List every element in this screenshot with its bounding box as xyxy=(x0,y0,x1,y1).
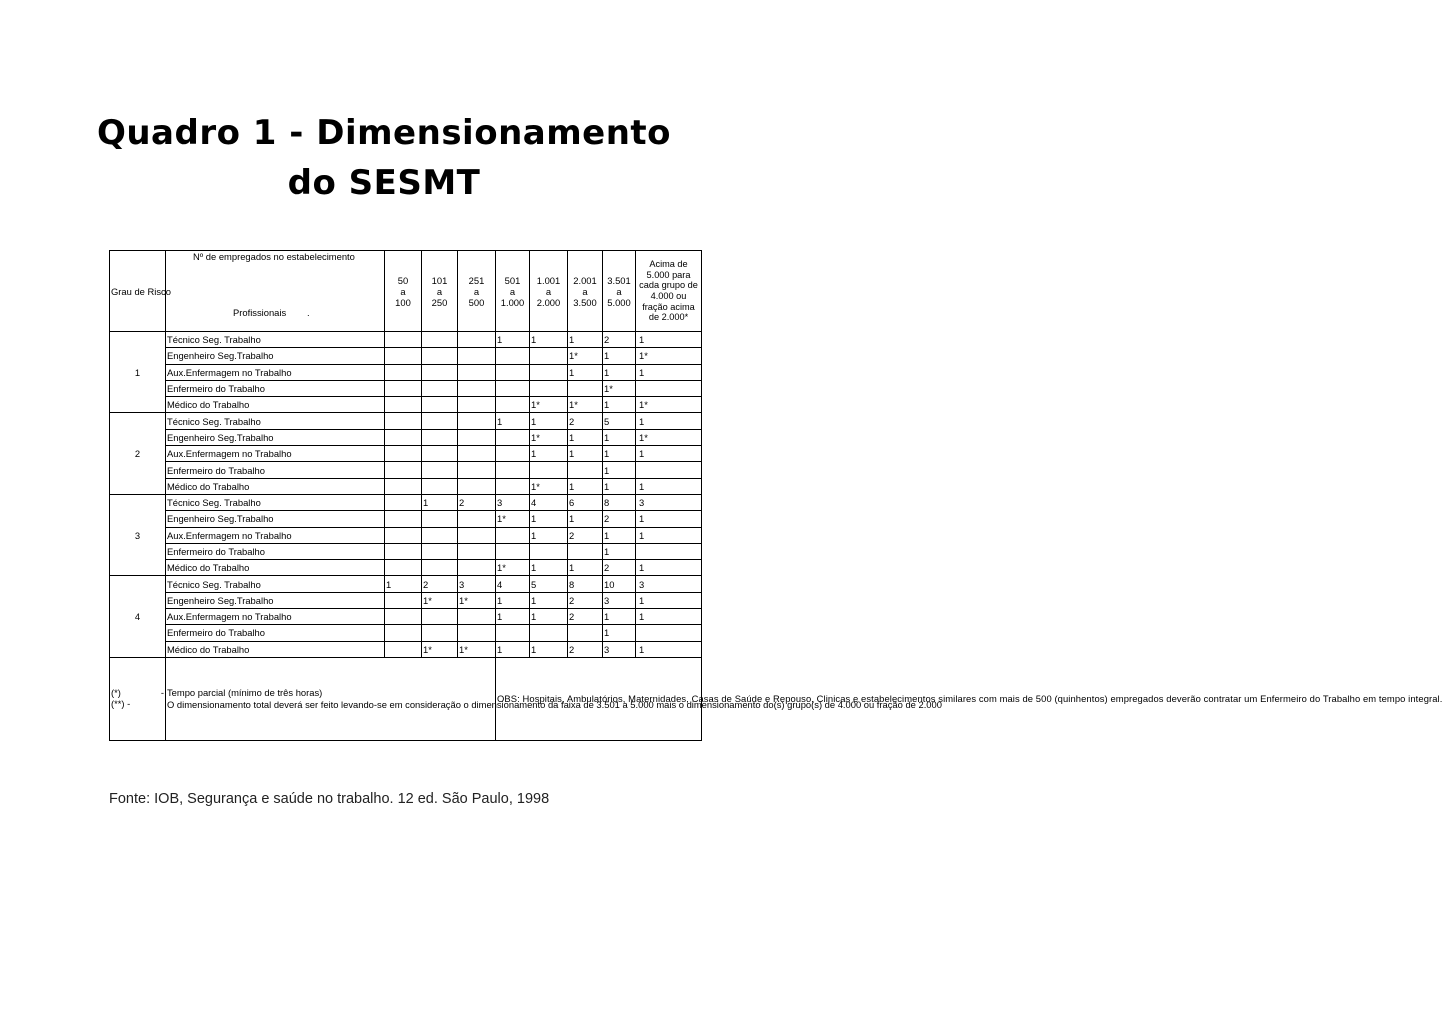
value-cell xyxy=(422,413,458,429)
value-cell xyxy=(385,462,422,478)
value-cell xyxy=(458,543,496,559)
value-cell xyxy=(385,348,422,364)
value-cell xyxy=(422,429,458,445)
value-cell xyxy=(458,348,496,364)
value-cell xyxy=(458,625,496,641)
value-cell xyxy=(568,462,603,478)
value-cell: 2 xyxy=(603,560,636,576)
value-cell: 1 xyxy=(530,609,568,625)
value-cell: 1 xyxy=(568,478,603,494)
value-cell xyxy=(458,413,496,429)
value-cell xyxy=(422,380,458,396)
profissional-cell: Enfermeiro do Trabalho xyxy=(166,462,385,478)
table-row xyxy=(110,348,702,364)
profissional-cell: Engenheiro Seg.Trabalho xyxy=(166,348,385,364)
value-cell xyxy=(568,625,603,641)
value-cell: 1* xyxy=(636,348,702,364)
value-cell: 1* xyxy=(458,592,496,608)
footnote-sym-1: (*) xyxy=(111,686,121,698)
employees-prof-header xyxy=(166,251,385,332)
value-cell xyxy=(530,462,568,478)
value-cell: 1 xyxy=(496,641,530,657)
value-cell xyxy=(458,478,496,494)
value-cell: 2 xyxy=(422,576,458,592)
value-cell xyxy=(496,527,530,543)
footnote-row xyxy=(110,657,702,740)
value-cell: 1 xyxy=(603,462,636,478)
profissional-cell: Médico do Trabalho xyxy=(166,397,385,413)
profissional-cell: Médico do Trabalho xyxy=(166,478,385,494)
value-cell xyxy=(385,478,422,494)
value-cell xyxy=(496,397,530,413)
value-cell: 1 xyxy=(530,560,568,576)
value-cell: 1 xyxy=(603,364,636,380)
value-cell xyxy=(422,332,458,348)
value-cell: 1 xyxy=(568,560,603,576)
professionals-header: Profissionais . xyxy=(233,307,310,318)
value-cell: 1 xyxy=(603,625,636,641)
page-title xyxy=(0,108,768,208)
value-cell: 1 xyxy=(568,511,603,527)
value-cell: 1 xyxy=(636,527,702,543)
profissional-cell: Técnico Seg. Trabalho xyxy=(166,332,385,348)
value-cell xyxy=(385,364,422,380)
value-cell: 1 xyxy=(530,446,568,462)
value-cell: 1* xyxy=(636,429,702,445)
table-header-row xyxy=(110,251,702,332)
value-cell xyxy=(530,543,568,559)
value-cell xyxy=(568,380,603,396)
value-cell xyxy=(496,543,530,559)
value-cell: 1* xyxy=(636,397,702,413)
value-cell: 1 xyxy=(603,527,636,543)
value-cell: 1 xyxy=(530,641,568,657)
table-row xyxy=(110,413,702,429)
value-cell: 1* xyxy=(530,478,568,494)
table-row xyxy=(110,446,702,462)
value-cell xyxy=(385,560,422,576)
table-row xyxy=(110,625,702,641)
value-cell: 1* xyxy=(530,429,568,445)
value-cell xyxy=(496,462,530,478)
grau-cell: 1 xyxy=(110,332,166,413)
value-cell: 1 xyxy=(636,641,702,657)
value-cell xyxy=(636,380,702,396)
value-cell: 1* xyxy=(422,641,458,657)
value-cell: 1* xyxy=(603,380,636,396)
value-cell xyxy=(458,527,496,543)
value-cell: 3 xyxy=(603,592,636,608)
table-row xyxy=(110,560,702,576)
value-cell: 1 xyxy=(496,592,530,608)
grau-cell: 4 xyxy=(110,576,166,657)
value-cell: 3 xyxy=(458,576,496,592)
value-cell: 1 xyxy=(636,592,702,608)
table-row xyxy=(110,364,702,380)
profissional-cell: Enfermeiro do Trabalho xyxy=(166,543,385,559)
table-row xyxy=(110,494,702,510)
value-cell xyxy=(458,560,496,576)
table-row xyxy=(110,511,702,527)
footnote-text-2: O dimensionamento total deverá ser feito levando-se em consideração o dimensionamento da faixa de 3.501 a 5.000 mais o dimensionamento do(s) grupo(s) de 4.000 ou fração de 2.000 xyxy=(167,698,942,710)
title-line-2: do SESMT xyxy=(287,163,481,203)
value-cell xyxy=(530,364,568,380)
table-row xyxy=(110,641,702,657)
range-header: 50 a 100 xyxy=(385,251,422,332)
value-cell xyxy=(422,462,458,478)
value-cell xyxy=(496,380,530,396)
value-cell xyxy=(422,397,458,413)
value-cell xyxy=(385,380,422,396)
value-cell xyxy=(385,413,422,429)
value-cell: 2 xyxy=(568,592,603,608)
value-cell xyxy=(458,332,496,348)
value-cell xyxy=(458,446,496,462)
table-row xyxy=(110,527,702,543)
above-5000-header: Acima de 5.000 para cada grupo de 4.000 ou fração acima de 2.000* xyxy=(636,251,702,332)
value-cell xyxy=(385,543,422,559)
value-cell xyxy=(422,511,458,527)
range-header: 501 a 1.000 xyxy=(496,251,530,332)
value-cell: 1* xyxy=(568,397,603,413)
value-cell: 1 xyxy=(636,332,702,348)
source-citation: Fonte: IOB, Segurança e saúde no trabalho. 12 ed. São Paulo, 1998 xyxy=(109,791,550,807)
value-cell xyxy=(496,446,530,462)
range-header: 1.001 a 2.000 xyxy=(530,251,568,332)
value-cell xyxy=(422,446,458,462)
range-header: 101 a 250 xyxy=(422,251,458,332)
value-cell: 1 xyxy=(496,413,530,429)
value-cell: 1 xyxy=(568,364,603,380)
value-cell: 2 xyxy=(568,641,603,657)
table-row xyxy=(110,478,702,494)
range-header: 2.001 a 3.500 xyxy=(568,251,603,332)
value-cell xyxy=(458,511,496,527)
table-row xyxy=(110,380,702,396)
value-cell xyxy=(385,511,422,527)
value-cell: 2 xyxy=(568,413,603,429)
value-cell xyxy=(385,625,422,641)
value-cell xyxy=(636,462,702,478)
profissional-cell: Técnico Seg. Trabalho xyxy=(166,413,385,429)
value-cell xyxy=(422,364,458,380)
obs-note: OBS: Hospitais, Ambulatórios, Maternidades, Casas de Saúde e Repouso, Clinicas e estabelecimentos similares com mais de 500 (quinhentos) empregados deverão contratar um Enfermeiro do Trabalho em tempo integral. xyxy=(496,657,702,740)
footnote-dash-1: - xyxy=(160,686,164,698)
value-cell xyxy=(458,380,496,396)
value-cell xyxy=(458,429,496,445)
range-header: 3.501 a 5.000 xyxy=(603,251,636,332)
footnote-text-1: Tempo parcial (mínimo de três horas) xyxy=(167,687,323,699)
value-cell: 4 xyxy=(530,494,568,510)
value-cell xyxy=(422,609,458,625)
profissional-cell: Técnico Seg. Trabalho xyxy=(166,494,385,510)
value-cell xyxy=(530,625,568,641)
profissional-cell: Engenheiro Seg.Trabalho xyxy=(166,511,385,527)
profissional-cell: Engenheiro Seg.Trabalho xyxy=(166,592,385,608)
footnote-symbols xyxy=(110,657,166,740)
value-cell: 10 xyxy=(603,576,636,592)
value-cell xyxy=(385,592,422,608)
value-cell: 1 xyxy=(603,429,636,445)
value-cell: 1 xyxy=(636,413,702,429)
value-cell: 1 xyxy=(636,446,702,462)
value-cell xyxy=(385,527,422,543)
value-cell xyxy=(458,397,496,413)
value-cell xyxy=(530,380,568,396)
value-cell xyxy=(385,494,422,510)
table-row xyxy=(110,429,702,445)
value-cell: 1* xyxy=(496,560,530,576)
footnote-sym-2: (**) - xyxy=(111,697,131,709)
value-cell: 1* xyxy=(458,641,496,657)
profissional-cell: Engenheiro Seg.Trabalho xyxy=(166,429,385,445)
value-cell: 8 xyxy=(568,576,603,592)
value-cell: 1 xyxy=(603,609,636,625)
table-row xyxy=(110,332,702,348)
value-cell xyxy=(422,625,458,641)
value-cell xyxy=(385,397,422,413)
value-cell xyxy=(385,429,422,445)
value-cell: 5 xyxy=(530,576,568,592)
value-cell: 1 xyxy=(603,543,636,559)
value-cell xyxy=(496,625,530,641)
value-cell: 1 xyxy=(603,397,636,413)
value-cell xyxy=(422,560,458,576)
value-cell: 1 xyxy=(603,478,636,494)
value-cell: 1 xyxy=(636,364,702,380)
value-cell xyxy=(458,364,496,380)
profissional-cell: Aux.Enfermagem no Trabalho xyxy=(166,446,385,462)
value-cell: 4 xyxy=(496,576,530,592)
value-cell xyxy=(496,348,530,364)
value-cell: 5 xyxy=(603,413,636,429)
value-cell xyxy=(385,609,422,625)
value-cell: 1 xyxy=(568,429,603,445)
value-cell xyxy=(496,364,530,380)
grau-header: Grau de Risco xyxy=(110,251,166,332)
value-cell: 1 xyxy=(530,592,568,608)
grau-cell: 3 xyxy=(110,494,166,575)
value-cell xyxy=(636,543,702,559)
value-cell: 1 xyxy=(636,478,702,494)
value-cell: 1 xyxy=(636,609,702,625)
value-cell xyxy=(458,609,496,625)
footnote-text xyxy=(166,657,942,740)
value-cell: 3 xyxy=(636,576,702,592)
value-cell: 1 xyxy=(603,348,636,364)
value-cell: 1 xyxy=(568,446,603,462)
table-row xyxy=(110,397,702,413)
value-cell: 1 xyxy=(636,560,702,576)
value-cell: 1 xyxy=(385,576,422,592)
value-cell: 2 xyxy=(568,609,603,625)
profissional-cell: Médico do Trabalho xyxy=(166,560,385,576)
table-row xyxy=(110,592,702,608)
value-cell xyxy=(422,543,458,559)
employees-header: Nº de empregados no estabelecimento xyxy=(193,251,355,262)
value-cell: 3 xyxy=(603,641,636,657)
value-cell: 1* xyxy=(496,511,530,527)
value-cell: 1* xyxy=(422,592,458,608)
value-cell: 1 xyxy=(636,511,702,527)
value-cell: 1 xyxy=(568,332,603,348)
value-cell xyxy=(496,429,530,445)
value-cell xyxy=(458,462,496,478)
table-row xyxy=(110,609,702,625)
value-cell xyxy=(422,527,458,543)
profissional-cell: Aux.Enfermagem no Trabalho xyxy=(166,364,385,380)
value-cell xyxy=(636,625,702,641)
value-cell xyxy=(385,641,422,657)
value-cell xyxy=(422,348,458,364)
profissional-cell: Enfermeiro do Trabalho xyxy=(166,380,385,396)
value-cell: 8 xyxy=(603,494,636,510)
value-cell: 1 xyxy=(530,511,568,527)
value-cell: 1 xyxy=(496,332,530,348)
value-cell: 1 xyxy=(530,413,568,429)
value-cell xyxy=(496,478,530,494)
value-cell: 6 xyxy=(568,494,603,510)
value-cell: 3 xyxy=(636,494,702,510)
value-cell: 1* xyxy=(568,348,603,364)
profissional-cell: Enfermeiro do Trabalho xyxy=(166,625,385,641)
value-cell: 1 xyxy=(603,446,636,462)
value-cell: 1 xyxy=(530,527,568,543)
value-cell: 1 xyxy=(422,494,458,510)
profissional-cell: Aux.Enfermagem no Trabalho xyxy=(166,527,385,543)
value-cell xyxy=(568,543,603,559)
grau-cell: 2 xyxy=(110,413,166,494)
value-cell xyxy=(422,478,458,494)
value-cell xyxy=(530,348,568,364)
range-header: 251 a 500 xyxy=(458,251,496,332)
title-line-1: Quadro 1 - Dimensionamento xyxy=(96,113,672,153)
value-cell: 1 xyxy=(530,332,568,348)
value-cell: 1 xyxy=(496,609,530,625)
profissional-cell: Médico do Trabalho xyxy=(166,641,385,657)
profissional-cell: Aux.Enfermagem no Trabalho xyxy=(166,609,385,625)
value-cell: 1* xyxy=(530,397,568,413)
value-cell: 2 xyxy=(458,494,496,510)
value-cell xyxy=(385,332,422,348)
table-row xyxy=(110,543,702,559)
sesmt-table xyxy=(109,250,1442,741)
value-cell xyxy=(385,446,422,462)
value-cell: 2 xyxy=(603,511,636,527)
profissional-cell: Técnico Seg. Trabalho xyxy=(166,576,385,592)
table-row xyxy=(110,576,702,592)
value-cell: 3 xyxy=(496,494,530,510)
value-cell: 2 xyxy=(568,527,603,543)
value-cell: 2 xyxy=(603,332,636,348)
table-row xyxy=(110,462,702,478)
